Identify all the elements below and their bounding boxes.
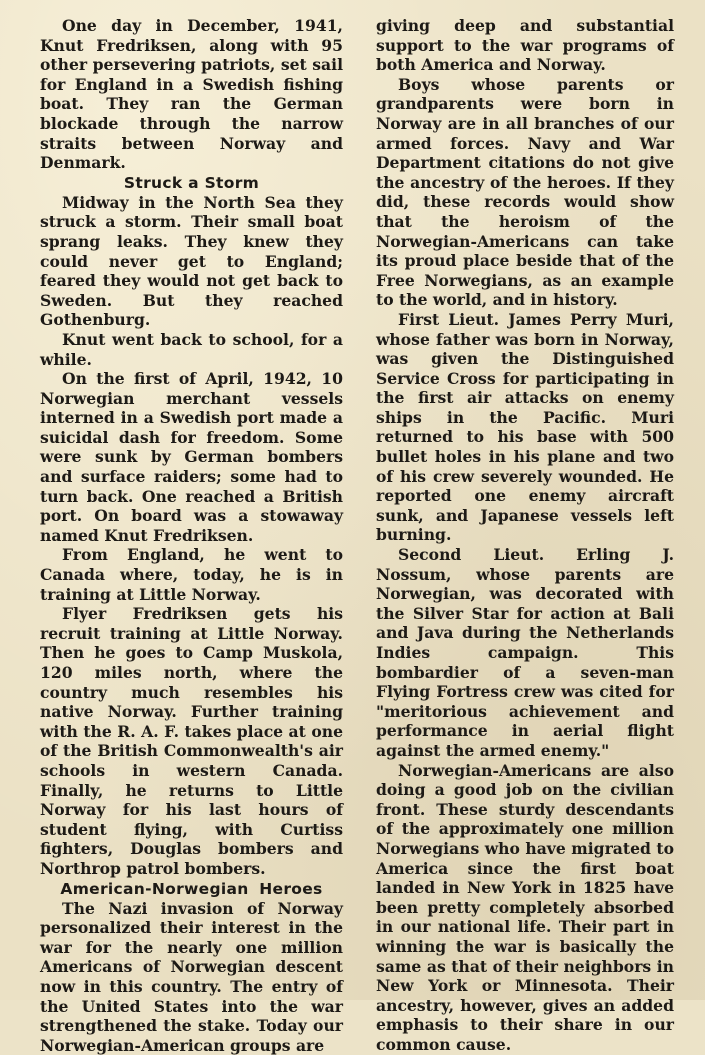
paragraph: Norwegian-Americans are also doing a good job on the civilian front. These sturdy descendants of the approximately one million Norwegians who have migrated to America since the first boat landed in New York in 1825 have been pretty completely absorbed in our national life. Their part in winning the war is basically the same as that of their neighbors in New York or Minnesota. Their ancestry, however, gives an added emphasis to their share in our common cause. bbox=[376, 760, 674, 1054]
paragraph: First Lieut. James Perry Muri, whose father was born in Norway, was given the Distinguished Service Cross for participating in the first air attacks on enemy ships in the Pacific. Muri returned to his base with 500 bullet holes in his plane and two of his crew severely wounded. He reported one enemy aircraft sunk, and Japanese vessels left burning. bbox=[376, 309, 674, 545]
section-heading-struck-a-storm: Struck a Storm bbox=[123, 173, 260, 192]
left-column bbox=[40, 16, 343, 1055]
paragraph: One day in December, 1941, Knut Fredriksen, along with 95 other persevering patriots, set sail for England in a Swedish fishing boat. They ran the German blockade through the narrow straits between Norway and Denmark. bbox=[40, 16, 343, 173]
section-heading-american-norwegian-heroes: American-Norwegian Heroes bbox=[60, 879, 323, 898]
paragraph-continued: giving deep and substantial support to the war programs of both America and Norway. bbox=[376, 16, 674, 75]
paragraph: Flyer Fredriksen gets his recruit training at Little Norway. Then he goes to Camp Muskola, 120 miles north, where the country much resembles his native Norway. Further training with the R. A. F. takes place at one of the British Commonwealth's air schools in western Canada. Finally, he returns to Little Norway for his last hours of student flying, with Curtiss fighters, Douglas bombers and Northrop patrol bombers. bbox=[40, 604, 343, 878]
paragraph: From England, he went to Canada where, today, he is in training at Little Norway. bbox=[40, 545, 343, 604]
paragraph: The Nazi invasion of Norway personalized their interest in the war for the nearly one million Americans of Norwegian descent now in this country. The entry of the United States into the war strengthened the stake. Today our Norwegian-American groups are bbox=[40, 898, 343, 1055]
right-column bbox=[376, 16, 674, 1054]
paragraph: On the first of April, 1942, 10 Norwegian merchant vessels interned in a Swedish port made a suicidal dash for freedom. Some were sunk by German bombers and surface raiders; some had to turn back. One reached a British port. On board was a stowaway named Knut Fredriksen. bbox=[40, 369, 343, 545]
paragraph: Second Lieut. Erling J. Nossum, whose parents are Norwegian, was decorated with the Silver Star for action at Bali and Java during the Netherlands Indies campaign. This bombardier of a seven-man Flying Fortress crew was cited for "meritorious achievement and performance in aerial flight against the armed enemy." bbox=[376, 545, 674, 760]
paragraph: Knut went back to school, for a while. bbox=[40, 329, 343, 369]
paragraph: Midway in the North Sea they struck a storm. Their small boat sprang leaks. They knew they could never get to England; feared they would not get back to Sweden. But they reached Gothenburg. bbox=[40, 192, 343, 330]
paragraph: Boys whose parents or grandparents were born in Norway are in all branches of our armed forces. Navy and War Department citations do not give the ancestry of the heroes. If they did, these records would show that the heroism of the Norwegian-Americans can take its proud place beside that of the Free Norwegians, as an example to the world, and in history. bbox=[376, 74, 674, 310]
